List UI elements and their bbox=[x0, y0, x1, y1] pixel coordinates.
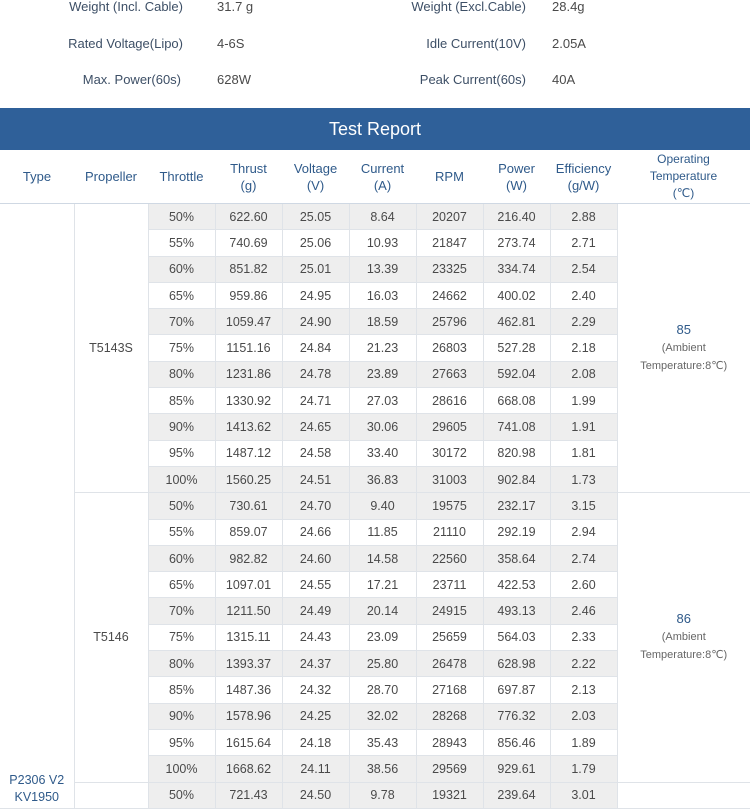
power-cell: 564.03 bbox=[483, 624, 550, 650]
thrust-cell: 1615.64 bbox=[215, 729, 282, 755]
power-cell: 820.98 bbox=[483, 440, 550, 466]
voltage-cell: 24.11 bbox=[282, 756, 349, 782]
thrust-cell: 730.61 bbox=[215, 493, 282, 519]
thrust-cell: 1151.16 bbox=[215, 335, 282, 361]
rpm-cell: 28268 bbox=[416, 703, 483, 729]
rpm-cell: 25659 bbox=[416, 624, 483, 650]
voltage-cell: 24.95 bbox=[282, 282, 349, 308]
throttle-cell: 65% bbox=[148, 572, 215, 598]
table-header-row bbox=[0, 150, 750, 204]
test-report-title: Test Report bbox=[0, 108, 750, 150]
throttle-cell: 50% bbox=[148, 782, 215, 808]
header-rpm: RPM bbox=[416, 150, 483, 204]
efficiency-cell: 2.13 bbox=[550, 677, 617, 703]
current-cell: 10.93 bbox=[349, 230, 416, 256]
throttle-cell: 100% bbox=[148, 756, 215, 782]
power-cell: 856.46 bbox=[483, 729, 550, 755]
current-cell: 16.03 bbox=[349, 282, 416, 308]
throttle-cell: 100% bbox=[148, 466, 215, 492]
voltage-cell: 24.32 bbox=[282, 677, 349, 703]
rpm-cell: 23711 bbox=[416, 572, 483, 598]
table-row bbox=[0, 204, 750, 230]
thrust-cell: 1487.12 bbox=[215, 440, 282, 466]
ambient-note-line1: (Ambient bbox=[661, 631, 706, 644]
thrust-cell: 982.82 bbox=[215, 545, 282, 571]
header-current-unit: (A) bbox=[373, 177, 392, 193]
efficiency-cell: 2.08 bbox=[550, 361, 617, 387]
thrust-cell: 1578.96 bbox=[215, 703, 282, 729]
throttle-cell: 70% bbox=[148, 309, 215, 335]
header-efficiency bbox=[550, 150, 617, 204]
rpm-cell: 22560 bbox=[416, 545, 483, 571]
throttle-cell: 70% bbox=[148, 598, 215, 624]
power-cell: 334.74 bbox=[483, 256, 550, 282]
voltage-cell: 24.50 bbox=[282, 782, 349, 808]
current-cell: 32.02 bbox=[349, 703, 416, 729]
thrust-cell: 721.43 bbox=[215, 782, 282, 808]
efficiency-cell: 2.94 bbox=[550, 519, 617, 545]
voltage-cell: 24.51 bbox=[282, 466, 349, 492]
temperature-value: 85 bbox=[676, 322, 691, 338]
ambient-note-line1: (Ambient bbox=[661, 342, 706, 355]
weight-incl-label: Weight (Incl. Cable) bbox=[69, 0, 183, 14]
specs-panel bbox=[0, 0, 750, 109]
throttle-cell: 95% bbox=[148, 729, 215, 755]
efficiency-cell: 3.01 bbox=[550, 782, 617, 808]
current-cell: 9.40 bbox=[349, 493, 416, 519]
throttle-cell: 90% bbox=[148, 703, 215, 729]
rpm-cell: 19321 bbox=[416, 782, 483, 808]
efficiency-cell: 2.60 bbox=[550, 572, 617, 598]
propeller-cell: T5143S bbox=[74, 204, 148, 493]
header-power-unit: (W) bbox=[506, 177, 527, 193]
rpm-cell: 30172 bbox=[416, 440, 483, 466]
voltage-cell: 24.90 bbox=[282, 309, 349, 335]
propeller-cell bbox=[74, 782, 148, 808]
efficiency-cell: 2.46 bbox=[550, 598, 617, 624]
current-cell: 23.09 bbox=[349, 624, 416, 650]
thrust-cell: 1487.36 bbox=[215, 677, 282, 703]
throttle-cell: 75% bbox=[148, 624, 215, 650]
rpm-cell: 21110 bbox=[416, 519, 483, 545]
voltage-cell: 24.18 bbox=[282, 729, 349, 755]
header-efficiency-unit: (g/W) bbox=[567, 177, 600, 193]
header-temp-line1: Operating bbox=[657, 152, 710, 166]
thrust-cell: 1315.11 bbox=[215, 624, 282, 650]
efficiency-cell: 2.22 bbox=[550, 651, 617, 677]
throttle-cell: 60% bbox=[148, 256, 215, 282]
ambient-note-line2: Temperature:8℃) bbox=[640, 649, 728, 662]
throttle-cell: 95% bbox=[148, 440, 215, 466]
idle-current-label: Idle Current(10V) bbox=[426, 36, 526, 51]
throttle-cell: 90% bbox=[148, 414, 215, 440]
current-cell: 27.03 bbox=[349, 388, 416, 414]
throttle-cell: 75% bbox=[148, 335, 215, 361]
efficiency-cell: 2.74 bbox=[550, 545, 617, 571]
current-cell: 11.85 bbox=[349, 519, 416, 545]
rated-voltage-value: 4-6S bbox=[217, 36, 245, 51]
voltage-cell: 24.60 bbox=[282, 545, 349, 571]
thrust-cell: 1668.62 bbox=[215, 756, 282, 782]
rpm-cell: 24662 bbox=[416, 282, 483, 308]
rpm-cell: 27663 bbox=[416, 361, 483, 387]
power-cell: 462.81 bbox=[483, 309, 550, 335]
power-cell: 358.64 bbox=[483, 545, 550, 571]
voltage-cell: 24.65 bbox=[282, 414, 349, 440]
power-cell: 902.84 bbox=[483, 466, 550, 492]
header-power bbox=[483, 150, 550, 204]
header-voltage-label: Voltage bbox=[293, 160, 338, 176]
efficiency-cell: 2.54 bbox=[550, 256, 617, 282]
thrust-cell: 1097.01 bbox=[215, 572, 282, 598]
power-cell: 292.19 bbox=[483, 519, 550, 545]
power-cell: 232.17 bbox=[483, 493, 550, 519]
efficiency-cell: 2.40 bbox=[550, 282, 617, 308]
temperature-value: 86 bbox=[676, 611, 691, 627]
thrust-cell: 1231.86 bbox=[215, 361, 282, 387]
power-cell: 592.04 bbox=[483, 361, 550, 387]
efficiency-cell: 3.15 bbox=[550, 493, 617, 519]
voltage-cell: 25.06 bbox=[282, 230, 349, 256]
rpm-cell: 20207 bbox=[416, 204, 483, 230]
thrust-cell: 622.60 bbox=[215, 204, 282, 230]
current-cell: 14.58 bbox=[349, 545, 416, 571]
voltage-cell: 25.05 bbox=[282, 204, 349, 230]
header-type: Type bbox=[0, 150, 74, 204]
table-body bbox=[0, 204, 750, 809]
ambient-note-line2: Temperature:8℃) bbox=[640, 360, 728, 373]
peak-current-value: 40A bbox=[552, 72, 576, 87]
thrust-cell: 851.82 bbox=[215, 256, 282, 282]
current-cell: 30.06 bbox=[349, 414, 416, 440]
power-cell: 668.08 bbox=[483, 388, 550, 414]
current-cell: 17.21 bbox=[349, 572, 416, 598]
efficiency-cell: 1.91 bbox=[550, 414, 617, 440]
header-voltage-unit: (V) bbox=[306, 177, 325, 193]
header-propeller: Propeller bbox=[74, 150, 148, 204]
current-cell: 38.56 bbox=[349, 756, 416, 782]
voltage-cell: 24.37 bbox=[282, 651, 349, 677]
efficiency-cell: 1.81 bbox=[550, 440, 617, 466]
power-cell: 741.08 bbox=[483, 414, 550, 440]
efficiency-cell: 1.79 bbox=[550, 756, 617, 782]
throttle-cell: 60% bbox=[148, 545, 215, 571]
voltage-cell: 24.66 bbox=[282, 519, 349, 545]
header-temp-line2: Temperature bbox=[649, 169, 718, 183]
throttle-cell: 50% bbox=[148, 493, 215, 519]
thrust-cell: 959.86 bbox=[215, 282, 282, 308]
rpm-cell: 26478 bbox=[416, 651, 483, 677]
table-row bbox=[0, 782, 750, 808]
power-cell: 628.98 bbox=[483, 651, 550, 677]
power-cell: 776.32 bbox=[483, 703, 550, 729]
voltage-cell: 24.55 bbox=[282, 572, 349, 598]
header-operating-temperature bbox=[617, 150, 750, 204]
header-efficiency-label: Efficiency bbox=[555, 160, 612, 176]
throttle-cell: 55% bbox=[148, 230, 215, 256]
rpm-cell: 29569 bbox=[416, 756, 483, 782]
header-power-label: Power bbox=[498, 160, 535, 176]
current-cell: 20.14 bbox=[349, 598, 416, 624]
rpm-cell: 26803 bbox=[416, 335, 483, 361]
current-cell: 13.39 bbox=[349, 256, 416, 282]
motor-kv: KV1950 bbox=[14, 789, 59, 804]
rpm-cell: 29605 bbox=[416, 414, 483, 440]
current-cell: 8.64 bbox=[349, 204, 416, 230]
max-power-value: 628W bbox=[217, 72, 251, 87]
voltage-cell: 24.49 bbox=[282, 598, 349, 624]
current-cell: 28.70 bbox=[349, 677, 416, 703]
voltage-cell: 24.78 bbox=[282, 361, 349, 387]
efficiency-cell: 2.29 bbox=[550, 309, 617, 335]
current-cell: 9.78 bbox=[349, 782, 416, 808]
efficiency-cell: 2.88 bbox=[550, 204, 617, 230]
rpm-cell: 25796 bbox=[416, 309, 483, 335]
current-cell: 33.40 bbox=[349, 440, 416, 466]
power-cell: 273.74 bbox=[483, 230, 550, 256]
throttle-cell: 80% bbox=[148, 651, 215, 677]
thrust-cell: 1330.92 bbox=[215, 388, 282, 414]
power-cell: 697.87 bbox=[483, 677, 550, 703]
rpm-cell: 19575 bbox=[416, 493, 483, 519]
weight-incl-value: 31.7 g bbox=[217, 0, 254, 14]
rpm-cell: 31003 bbox=[416, 466, 483, 492]
power-cell: 929.61 bbox=[483, 756, 550, 782]
throttle-cell: 50% bbox=[148, 204, 215, 230]
operating-temperature-cell bbox=[617, 782, 750, 808]
efficiency-cell: 2.33 bbox=[550, 624, 617, 650]
motor-type-cell bbox=[0, 204, 74, 809]
throttle-cell: 80% bbox=[148, 361, 215, 387]
current-cell: 25.80 bbox=[349, 651, 416, 677]
header-current bbox=[349, 150, 416, 204]
thrust-cell: 1393.37 bbox=[215, 651, 282, 677]
throttle-cell: 85% bbox=[148, 677, 215, 703]
operating-temperature-cell bbox=[617, 204, 750, 493]
efficiency-cell: 2.71 bbox=[550, 230, 617, 256]
power-cell: 400.02 bbox=[483, 282, 550, 308]
header-current-label: Current bbox=[360, 160, 405, 176]
rpm-cell: 28943 bbox=[416, 729, 483, 755]
thrust-cell: 1211.50 bbox=[215, 598, 282, 624]
thrust-cell: 740.69 bbox=[215, 230, 282, 256]
header-thrust bbox=[215, 150, 282, 204]
current-cell: 35.43 bbox=[349, 729, 416, 755]
test-report-table bbox=[0, 150, 750, 809]
voltage-cell: 24.71 bbox=[282, 388, 349, 414]
idle-current-value: 2.05A bbox=[552, 36, 586, 51]
rpm-cell: 23325 bbox=[416, 256, 483, 282]
max-power-label: Max. Power(60s) bbox=[82, 72, 181, 87]
rpm-cell: 27168 bbox=[416, 677, 483, 703]
voltage-cell: 25.01 bbox=[282, 256, 349, 282]
voltage-cell: 24.84 bbox=[282, 335, 349, 361]
power-cell: 527.28 bbox=[483, 335, 550, 361]
weight-excl-label: Weight (Excl.Cable) bbox=[411, 0, 526, 14]
rpm-cell: 21847 bbox=[416, 230, 483, 256]
header-voltage bbox=[282, 150, 349, 204]
throttle-cell: 65% bbox=[148, 282, 215, 308]
header-throttle: Throttle bbox=[148, 150, 215, 204]
power-cell: 239.64 bbox=[483, 782, 550, 808]
voltage-cell: 24.43 bbox=[282, 624, 349, 650]
voltage-cell: 24.25 bbox=[282, 703, 349, 729]
efficiency-cell: 2.18 bbox=[550, 335, 617, 361]
thrust-cell: 1560.25 bbox=[215, 466, 282, 492]
operating-temperature-cell bbox=[617, 493, 750, 782]
thrust-cell: 1059.47 bbox=[215, 309, 282, 335]
current-cell: 36.83 bbox=[349, 466, 416, 492]
current-cell: 21.23 bbox=[349, 335, 416, 361]
thrust-cell: 1413.62 bbox=[215, 414, 282, 440]
table-row bbox=[0, 493, 750, 519]
motor-model: P2306 V2 bbox=[9, 772, 65, 787]
thrust-cell: 859.07 bbox=[215, 519, 282, 545]
header-thrust-label: Thrust bbox=[230, 160, 267, 176]
power-cell: 422.53 bbox=[483, 572, 550, 598]
weight-excl-value: 28.4g bbox=[552, 0, 585, 14]
rpm-cell: 28616 bbox=[416, 388, 483, 414]
rpm-cell: 24915 bbox=[416, 598, 483, 624]
efficiency-cell: 1.99 bbox=[550, 388, 617, 414]
power-cell: 216.40 bbox=[483, 204, 550, 230]
efficiency-cell: 1.73 bbox=[550, 466, 617, 492]
throttle-cell: 85% bbox=[148, 388, 215, 414]
rated-voltage-label: Rated Voltage(Lipo) bbox=[68, 36, 183, 51]
peak-current-label: Peak Current(60s) bbox=[419, 72, 526, 87]
efficiency-cell: 1.89 bbox=[550, 729, 617, 755]
header-temp-unit: (℃) bbox=[672, 186, 695, 200]
power-cell: 493.13 bbox=[483, 598, 550, 624]
current-cell: 23.89 bbox=[349, 361, 416, 387]
current-cell: 18.59 bbox=[349, 309, 416, 335]
throttle-cell: 55% bbox=[148, 519, 215, 545]
voltage-cell: 24.58 bbox=[282, 440, 349, 466]
efficiency-cell: 2.03 bbox=[550, 703, 617, 729]
header-thrust-unit: (g) bbox=[240, 177, 257, 193]
voltage-cell: 24.70 bbox=[282, 493, 349, 519]
propeller-cell: T5146 bbox=[74, 493, 148, 782]
